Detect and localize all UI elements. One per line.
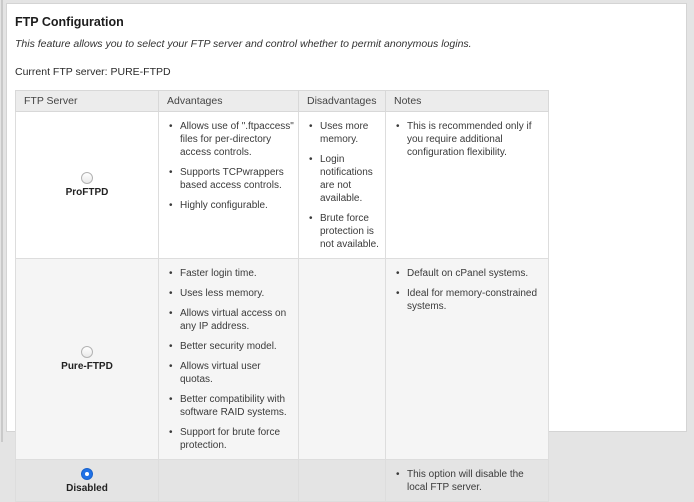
list-item: • This option will disable the local FTP server. <box>396 468 544 494</box>
proftpd-radio-button[interactable] <box>81 172 93 184</box>
list-item: • Allows use of ".ftpaccess" files for per-directory access controls. <box>169 120 294 159</box>
list-item: • Uses more memory. <box>309 120 381 146</box>
disabled-label: Disabled <box>66 482 108 494</box>
proftpd-notes-list <box>389 116 545 159</box>
list-item: • Ideal for memory-constrained systems. <box>396 287 544 313</box>
list-item: • Brute force protection is not available. <box>309 212 381 251</box>
proftpd-disadvantages-cell <box>299 112 386 259</box>
proftpd-advantages-list <box>162 116 295 212</box>
ftp-configuration-panel <box>6 3 687 494</box>
list-item: • This is recommended only if you require additional configuration flexibility. <box>396 120 544 159</box>
pure-ftpd-server-cell <box>16 259 159 460</box>
proftpd-label: ProFTPD <box>65 187 109 198</box>
pure-ftpd-choice <box>61 346 113 373</box>
pure-ftpd-notes-cell <box>386 259 549 460</box>
proftpd-advantages-cell <box>159 112 299 259</box>
disabled-choice <box>66 468 108 495</box>
column-header-advantages: Advantages <box>159 91 299 112</box>
disabled-advantages-cell <box>159 460 299 502</box>
column-header-disadvantages: Disadvantages <box>299 91 386 112</box>
table-row-disabled <box>16 460 549 502</box>
table-header-row <box>16 91 549 112</box>
page-title: FTP Configuration <box>15 15 124 29</box>
list-item: • Login notifications are not available. <box>309 153 381 205</box>
ftp-server-comparison-table <box>15 90 549 502</box>
pure-ftpd-label: Pure-FTPD <box>61 361 113 372</box>
list-item: • Better security model. <box>169 340 294 353</box>
list-item: • Faster login time. <box>169 267 294 280</box>
proftpd-choice <box>66 172 109 199</box>
window-edge-line <box>1 0 3 442</box>
list-item: • Default on cPanel systems. <box>396 267 544 280</box>
disabled-disadvantages-cell <box>299 460 386 502</box>
proftpd-server-cell <box>16 112 159 259</box>
list-item: • Better compatibility with software RAID systems. <box>169 393 294 419</box>
column-header-ftp-server: FTP Server <box>16 91 159 112</box>
proftpd-disadvantages-list <box>302 116 382 251</box>
proftpd-notes-cell <box>386 112 549 259</box>
disabled-notes-list <box>389 464 545 494</box>
list-item: • Supports TCPwrappers based access controls. <box>169 166 294 192</box>
current-ftp-server-label: Current FTP server: <box>15 66 108 78</box>
pure-ftpd-notes-list <box>389 263 545 313</box>
list-item: • Allows virtual user quotas. <box>169 360 294 386</box>
list-item: • Allows virtual access on any IP address. <box>169 307 294 333</box>
column-header-notes: Notes <box>386 91 549 112</box>
list-item: • Uses less memory. <box>169 287 294 300</box>
page-subtitle: This feature allows you to select your FTP server and control whether to permit anonymous logins. <box>15 38 472 50</box>
list-item: • Support for brute force protection. <box>169 426 294 452</box>
current-ftp-server-value: PURE-FTPD <box>110 66 171 78</box>
pure-ftpd-advantages-cell <box>159 259 299 460</box>
list-item: • Highly configurable. <box>169 199 294 212</box>
table-row-proftpd <box>16 112 549 259</box>
pure-ftpd-disadvantages-cell <box>299 259 386 460</box>
disabled-radio-button[interactable] <box>81 468 93 480</box>
pure-ftpd-radio-button[interactable] <box>81 346 93 358</box>
pure-ftpd-advantages-list <box>162 263 295 452</box>
disabled-server-cell <box>16 460 159 502</box>
table-row-pure-ftpd <box>16 259 549 460</box>
disabled-notes-cell <box>386 460 549 502</box>
current-ftp-server <box>15 66 678 78</box>
